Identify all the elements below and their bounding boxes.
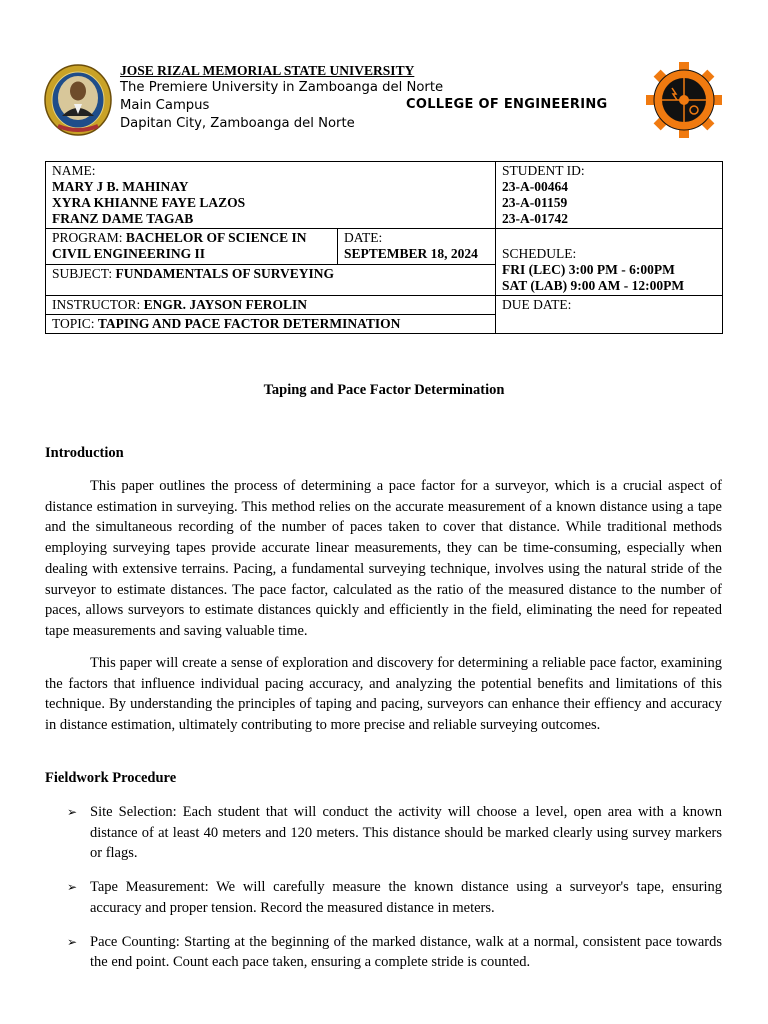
- schedule-label: SCHEDULE:: [502, 246, 577, 261]
- student-name: XYRA KHIANNE FAYE LAZOS: [52, 195, 246, 210]
- schedule-cell: [496, 229, 723, 296]
- introduction-paragraph-1: This paper outlines the process of determining a pace factor for a surveyor, which is a crucial aspect of distance estimation in surveying. This method relies on the accurate measurement of a known distance using a tape and the simultaneous recording of the number of paces taken to cover that distance. While traditional methods employing surveying tapes provide accurate linear measurements, they can be time-consuming, especially when dealing with extensive terrains. Pacing, a fundamental surveying technique, involves using the natural stride of the surveyor to estimate distances. The pace factor, calculated as the ratio of the measured distance to the number of paces, allows surveyors to estimate distances quickly and efficiently in the field, eliminating the need for repeated tape measurements and saving valuable time.: [45, 478, 722, 639]
- introduction-paragraph-2: This paper will create a sense of exploration and discovery for determining a reliable pace factor, examining the factors that influence individual pacing accuracy, and analyzing the potential benefits and limitations of this technique. By understanding the principles of taping and pacing, surveyors can enhance their effiency and accuracy in distance estimation, ultimately contributing to more precise and reliable surveying outcomes.: [45, 655, 722, 734]
- arrow-bullet-icon: ➢: [67, 805, 78, 819]
- instructor-cell: [46, 296, 496, 315]
- schedule-laboratory: SAT (LAB) 9:00 AM - 12:00PM: [502, 278, 685, 293]
- student-id-label: STUDENT ID:: [502, 163, 585, 178]
- procedure-step-pace-counting: Pace Counting: Starting at the beginning of the marked distance, walk at a normal, consistent pace towards the end point. Count each pace taken, ensuring a complete stride is counted.: [90, 933, 722, 971]
- student-id: 23-A-00464: [502, 179, 569, 194]
- list-item: [45, 932, 722, 973]
- student-id: 23-A-01742: [502, 211, 569, 226]
- subject-cell: [46, 265, 496, 296]
- campus-city: Dapitan City, Zamboanga del Norte: [120, 116, 355, 131]
- introduction-heading: Introduction: [45, 445, 124, 461]
- instructor-label: INSTRUCTOR:: [52, 297, 141, 312]
- program-cell: [46, 229, 338, 265]
- topic-cell: [46, 315, 496, 334]
- subject-value: FUNDAMENTALS OF SURVEYING: [115, 266, 335, 281]
- date-cell: [338, 229, 496, 265]
- program-line2: CIVIL ENGINEERING II: [52, 246, 206, 261]
- campus-name: Main Campus: [120, 98, 210, 113]
- document-title: Taping and Pace Factor Determination: [263, 382, 505, 398]
- student-info-table: [45, 161, 723, 334]
- student-name: FRANZ DAME TAGAB: [52, 211, 194, 226]
- college-name: COLLEGE OF ENGINEERING: [406, 97, 608, 112]
- list-item: [45, 802, 722, 864]
- arrow-bullet-icon: ➢: [67, 934, 78, 949]
- topic-value: TAPING AND PACE FACTOR DETERMINATION: [97, 316, 401, 331]
- fieldwork-procedure-heading: Fieldwork Procedure: [45, 770, 177, 786]
- student-id-cell: [496, 162, 723, 229]
- procedure-step-tape-measurement: Tape Measurement: We will carefully measure the known distance using a surveyor's tape, ensuring accuracy and proper tension. Record the measured distance in meters.: [90, 879, 722, 916]
- arrow-bullet-icon: ➢: [67, 880, 78, 895]
- date-value: SEPTEMBER 18, 2024: [344, 246, 478, 261]
- student-id: 23-A-01159: [502, 195, 568, 210]
- list-item: [45, 877, 722, 918]
- university-seal-logo: [44, 64, 112, 136]
- due-date-cell: [496, 296, 723, 334]
- procedure-list: [45, 802, 722, 986]
- name-cell: [46, 162, 496, 229]
- procedure-step-site-selection: Site Selection: Each student that will conduct the activity will choose a level, open area with a known distance of at least 40 meters and 120 meters. This distance should be marked clearly using survey markers or flags.: [90, 804, 722, 862]
- date-label: DATE:: [344, 230, 383, 245]
- university-tagline: The Premiere University in Zamboanga del Norte: [120, 80, 444, 95]
- engineering-gear-logo: [646, 62, 722, 138]
- name-label: NAME:: [52, 163, 96, 178]
- student-name: MARY J B. MAHINAY: [52, 179, 189, 194]
- schedule-lecture: FRI (LEC) 3:00 PM - 6:00PM: [502, 262, 675, 277]
- program-line1: BACHELOR OF SCIENCE IN: [125, 230, 307, 245]
- university-name: JOSE RIZAL MEMORIAL STATE UNIVERSITY: [120, 63, 415, 78]
- university-header: [120, 62, 620, 133]
- instructor-value: ENGR. JAYSON FEROLIN: [143, 297, 308, 312]
- subject-label: SUBJECT:: [52, 266, 113, 281]
- due-date-label: DUE DATE:: [502, 297, 572, 312]
- program-label: PROGRAM:: [52, 230, 123, 245]
- topic-label: TOPIC:: [52, 316, 95, 331]
